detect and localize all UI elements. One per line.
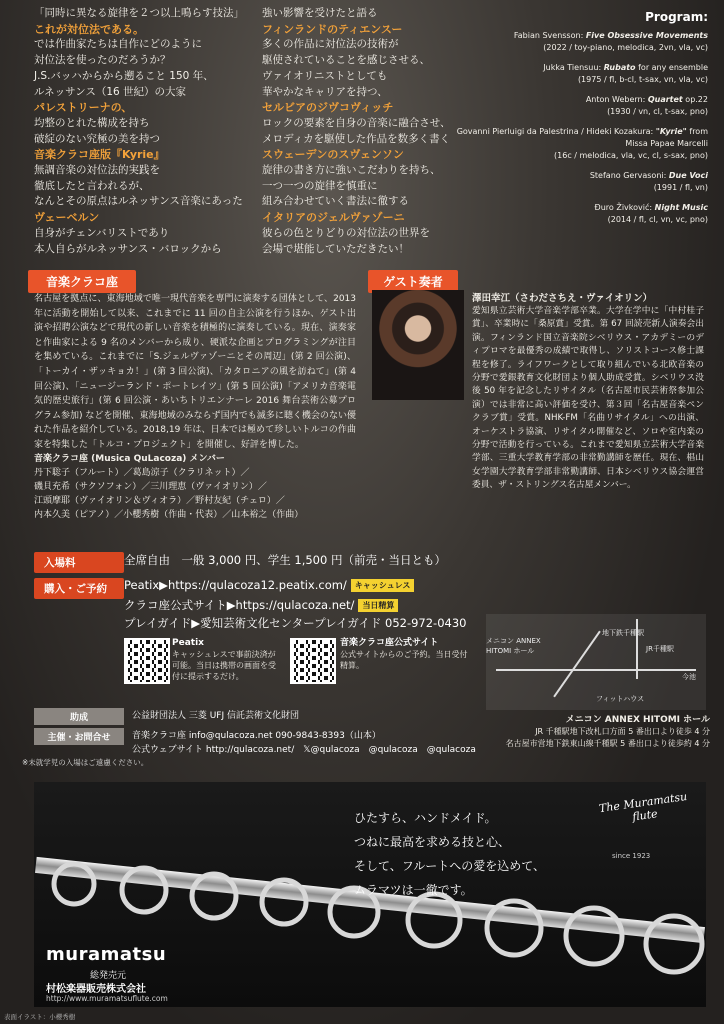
program-item [438, 30, 708, 54]
peatix-qr-text [172, 638, 282, 682]
program-item [438, 62, 708, 86]
program-work-title: Five Obsessive Movements [585, 31, 708, 40]
intro-line: 旋律の書き方に強いこだわりを持ち、 [262, 164, 441, 177]
fee-text: 全席自由 一般 3,000 円、学生 1,500 円（前売・当日とも） [124, 553, 446, 567]
intro-line: 破綻のない究極の美を持つ [34, 132, 160, 145]
pay-at-door-tag: 当日精算 [358, 599, 398, 612]
program-item-title [438, 30, 708, 42]
program-item-title [438, 94, 708, 106]
intro-highlight-line: 音楽クラコ座版『Kyrie』 [34, 148, 165, 162]
member-list [34, 452, 356, 522]
program-heading: Program: [645, 10, 708, 24]
intro-line: では作曲家たちは自作にどのように [34, 38, 202, 51]
official-qr-desc: 公式サイトからのご予約。当日受付精算。 [340, 650, 468, 670]
access-subway: 名古屋市営地下鉄東山線千種駅 5 番出口より徒歩約 4 分 [505, 739, 710, 748]
guest-photo [372, 290, 464, 400]
map-label-jr: JR千種駅 [646, 645, 674, 653]
company-name: 村松楽器販売株式会社 [46, 984, 146, 995]
intro-highlight-line: これが対位法である。 [34, 22, 144, 36]
program-list [438, 10, 708, 234]
official-web-info[interactable]: 公式ウェブサイト http://qulacoza.net/ 𝕏@qulacoza @qulacoza @qulacoza [132, 745, 476, 755]
intro-line: 強い影響を受けたと語る [262, 7, 378, 19]
program-instrumentation: (1930 / vn, cl, t-sax, pno) [607, 107, 708, 116]
intro-line: 自身がチェンバリストであり [34, 226, 170, 239]
peatix-url[interactable]: Peatix▶https://qulacoza12.peatix.com/ [124, 578, 347, 592]
intro-line: 「同時に異なる旋律を２つ以上鳴らす技法」 [34, 7, 244, 19]
fee-label: 入場料 [34, 552, 124, 573]
intro-line: 対位法を使ったのだろうか？ [34, 54, 171, 67]
intro-line: ルネッサンス（16 世紀）の大家 [34, 85, 187, 98]
organizer-label: 主催・お問合せ [34, 728, 124, 745]
program-work-title: Night Music [654, 203, 708, 212]
map-road [496, 669, 696, 671]
guest-badge: ゲスト奏者 [368, 270, 458, 293]
distributor-label: 総発売元 [90, 971, 127, 981]
program-item [438, 126, 708, 162]
program-composer: Stefano Gervasoni: [589, 171, 669, 180]
program-item [438, 170, 708, 194]
muramatsu-script-logo: The Muramatsu flute [598, 789, 688, 824]
map-label-imaike: 今池 [682, 673, 696, 681]
muramatsu-logo: muramatsu [46, 944, 167, 965]
official-site-qr-code[interactable] [290, 638, 336, 684]
intro-line: 無調音楽の対位法的実践を [34, 164, 160, 177]
intro-line: メロディカを駆使した作品を数多く書く [262, 132, 451, 145]
qulacoza-badge: 音楽クラコ座 [28, 270, 136, 293]
playguide-info: プレイガイド▶愛知芸術文化センタープレイガイド 052-972-0430 [124, 616, 467, 630]
intro-highlight-line: ヴェーベルン [34, 211, 100, 225]
intro-highlight-line: イタリアのジェルヴァゾーニ [262, 211, 405, 225]
program-work-title: Due Voci [668, 171, 708, 180]
official-qr-heading: 音楽クラコ座公式サイト [340, 638, 439, 648]
intro-line: 本人自らがルネッサンス・バロックから [34, 242, 222, 255]
guest-profile: 愛知県立芸術大学音楽学部卒業。大学在学中に「中村桂子賞」、卒業時に「桑原賞」受賞。第 67 回読売新人演奏会出演。フィンランド国立音楽院シベリウス・アカデミーのディプロマを最優秀の成績で取得し、ソリストコース修士課程を修了。ライフワークとして取り組んでいる北欧音楽の分野で愛銀教育文化財団より個人助成受賞。シベリウス没後 50 年を記念したリサイタル（名古屋市民芸術祭参加公演）では非常に高い評価を受け、第３回「名古屋音楽ペンクラブ賞」受賞。NHK-FM「名曲リサイタル」への出演、オーケストラ協演、リサイタル開催など、ソロや室内楽の分野で活動を行っている。これまで愛知県立芸術大学音楽学部、三重大学教育学部の非常勤講師を歴任。現在、椙山女学園大学教育学部非常勤講師、日本シベリウス協会運営委員、ザ・ストリングス名古屋メンバー。 [472, 306, 704, 491]
map-label-hall: メニコン ANNEX HITOMI ホール [486, 637, 541, 655]
program-composer: Jukka Tiensuu: [543, 63, 604, 72]
peatix-qr-code[interactable] [124, 638, 170, 684]
access-jr: JR 千種駅地下改札口方面 5 番出口より徒歩 4 分 [535, 727, 710, 736]
guest-name: 澤田幸江（さわださちえ・ヴァイオリン） [472, 293, 653, 304]
member-line: 内本久美（ピアノ）／小櫻秀樹（作曲・代表）／山本裕之（作曲） [34, 510, 304, 520]
intro-highlight-line: パレストリーナの、 [34, 101, 133, 115]
support-label: 助成 [34, 708, 124, 725]
map-label-subway: 地下鉄千種駅 [602, 629, 644, 637]
member-line: 江頭摩耶（ヴァイオリン＆ヴィオラ）／野村友紀（チェロ）／ [34, 496, 285, 506]
program-composer: Fabian Svensson: [513, 31, 586, 40]
intro-left-column [34, 6, 254, 257]
intro-line: 均整のとれた構成を持ち [34, 116, 150, 129]
venue-caption [470, 714, 710, 750]
intro-line: ヴァイオリニストとしても [262, 69, 388, 82]
program-instrumentation: (16c / melodica, vla, vc, cl, s-sax, pno) [554, 151, 708, 160]
intro-highlight-line: スウェーデンのスヴェンソン [262, 148, 404, 162]
peatix-link[interactable] [124, 578, 414, 592]
program-instrumentation: (2014 / fl, cl, vn, vc, pno) [607, 215, 708, 224]
member-line: 磯貝充希（サクソフォン）／三川理恵（ヴァイオリン）／ [34, 482, 267, 492]
map-label-fithouse: フィットハウス [596, 695, 645, 703]
intro-line: 組み合わせていく書法に徹する [262, 195, 409, 208]
program-instrumentation: (1991 / fl, vn) [653, 183, 708, 192]
official-qr-text [340, 638, 470, 671]
program-work-title: Quartet [647, 95, 683, 104]
ad-copy [354, 806, 545, 902]
program-composer: Đuro Živković: [594, 203, 655, 212]
members-heading: 音楽クラコ座 (Musica QuLacoza) メンバー [34, 454, 225, 464]
qulacoza-profile: 名古屋を拠点に、東海地域で唯一現代音楽を専門に演奏する団体として、2013 年に活動を開始して以来、これまでに 11 回の自主公演を行うほか、ゲスト出演や招聘公演などで現代の新しい音楽を積極的に演奏している。現在、演奏家と作曲家による 9 名のメンバーから成り、硬派な企画とプログラミングが注目を集めている。これまでに「S.ジェルヴァゾーニとその周辺」(第 2 回公演)、「トーカイ・ザッキョカ！」(第 3 回公演)、「カタロニアの風を訪ねて」(第 4 回公演)、「ニュージーランド・ポートレイツ」(第 5 回公演)「アメリカ音楽電気的歴史旅行」(第 6 回公演・あいちトリエンナーレ 2016 舞台芸術公募プログラム参加) などを開催、東海地域のみならず国内でも滅多に聴く機会のない優れた作品を紹介している。2018,19 年は、日本では極めて珍しいトルコの作曲家を特集した「トルコ・プロジェクト」を開催し、好評を博した。 [34, 294, 356, 450]
program-work-suffix: from Missa Papae Marcelli [625, 127, 708, 148]
program-composer: Anton Webern: [585, 95, 648, 104]
program-item-title [438, 126, 708, 150]
official-site-link[interactable] [124, 597, 398, 613]
program-composer: Govanni Pierluigi da Palestrina / Hideki Kozakura: [456, 127, 656, 136]
program-instrumentation: (1975 / fl, b-cl, t-sax, vn, vla, vc) [577, 75, 708, 84]
intro-line: ロックの要素を自身の音楽に融合させ、 [262, 116, 451, 129]
program-work-suffix: op.22 [682, 95, 708, 104]
support-text: 公益財団法人 三菱 UFJ 信託芸術文化財団 [132, 711, 300, 721]
intro-line: 彼らの色とりどりの対位法の世界を [262, 226, 430, 239]
official-site-url[interactable]: クラコ座公式サイト▶https://qulacoza.net/ [124, 598, 355, 612]
program-work-suffix: for any ensemble [635, 63, 708, 72]
program-work-title: Rubato [603, 63, 636, 72]
age-note: ※未就学児の入場はご遠慮ください。 [22, 758, 149, 767]
ad-copy-line: ムラマツは一徹です。 [354, 883, 473, 897]
venue-map [486, 614, 706, 710]
company-url[interactable]: http://www.muramatsuflute.com [46, 994, 168, 1003]
intro-line: 駆使されていることを感じさせる、 [262, 54, 430, 67]
program-item [438, 202, 708, 226]
since-year: since 1923 [612, 852, 651, 860]
intro-highlight-line: セルビアのジヴコヴィッチ [262, 101, 394, 115]
intro-line: 会場で堪能していただきたい！ [262, 242, 409, 255]
muramatsu-ad [34, 782, 706, 1007]
intro-line: 徹底したと言われるが、 [34, 179, 150, 192]
venue-name: メニコン ANNEX HITOMI ホール [565, 715, 710, 725]
program-item-title [438, 170, 708, 182]
cashless-tag: キャッシュレス [351, 579, 415, 592]
program-work-title: "Kyrie" [655, 127, 687, 136]
illustration-credit: 表面イラスト：小櫻秀樹 [4, 1013, 76, 1021]
intro-text [22, 6, 462, 258]
ad-copy-line: つねに最高を求める技と心、 [354, 835, 511, 849]
peatix-qr-heading: Peatix [172, 638, 204, 648]
program-instrumentation: (2022 / toy-piano, melodica, 2vn, vla, vc) [543, 43, 708, 52]
ad-copy-line: ひたすら、ハンドメイド。 [354, 811, 497, 825]
peatix-qr-desc: キャッシュレスで事前決済が可能。当日は携帯の画面を受付に提示するだけ。 [172, 650, 276, 681]
member-line: 丹下聡子（フルート）／葛島涼子（クラリネット）／ [34, 468, 250, 478]
organizer-contact[interactable]: 音楽クラコ座 info@qulacoza.net 090-9843-8393（山本） [132, 731, 381, 741]
intro-line: 一つ一つの旋律を慎重に [262, 179, 378, 192]
intro-line: J.S.バッハからから遡ること 150 年、 [34, 69, 214, 82]
program-item-title [438, 202, 708, 214]
intro-line: 多くの作品に対位法の技術が [262, 38, 399, 51]
intro-line: 華やかなキャリアを持つ、 [262, 85, 388, 98]
program-item [438, 94, 708, 118]
program-item-title [438, 62, 708, 74]
ad-copy-line: そして、フルートへの愛を込めて、 [354, 859, 546, 873]
intro-line: なんとその原点はルネッサンス音楽にあった [34, 195, 243, 208]
purchase-label: 購入・ご予約 [34, 578, 124, 599]
intro-highlight-line: フィンランドのティエンスー [262, 22, 403, 36]
